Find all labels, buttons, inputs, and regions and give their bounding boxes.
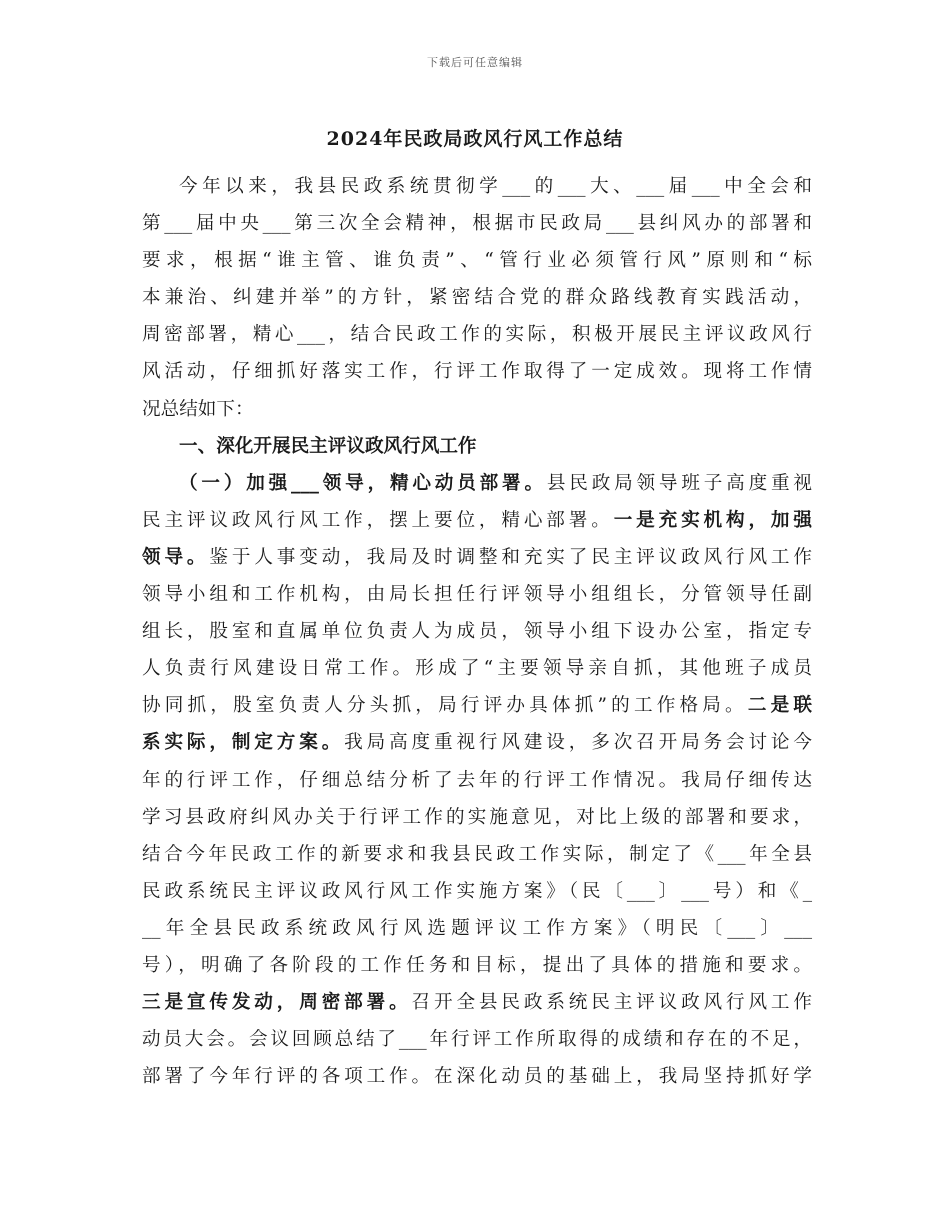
paragraph-line: 第___届中央___第三次全会精神，根据市民政局___县纠风办的部署和 — [142, 213, 812, 235]
paragraph-line — [142, 539, 812, 576]
page-header-note: 下载后可任意编辑 — [427, 56, 523, 69]
paragraph-line: __年全县民政系统政风行风选题评议工作方案》（明民〔___〕___ — [142, 917, 812, 939]
paragraph-line: 本兼治、纠建并举”的方针，紧密结合党的群众路线教育实践活动， — [142, 287, 812, 309]
point-heading: 领导。 — [142, 546, 210, 568]
paragraph-line: 部署了今年行评的各项工作。在深化动员的基础上，我局坚持抓好学 — [142, 1066, 812, 1088]
paragraph-line: 学习县政府纠风办关于行评工作的实施意见，对比上级的部署和要求， — [142, 806, 812, 828]
paragraph-line: 年的行评工作，仔细总结分析了去年的行评工作情况。我局仔细传达 — [142, 769, 812, 791]
inline-text: 协同抓，股室负责人分头抓，局行评办具体抓”的工作格局。 — [142, 695, 748, 717]
paragraph-line: 民政系统民主评议政风行风工作实施方案》（民〔___〕___号）和《_ — [142, 880, 812, 902]
paragraph-line: 况总结如下： — [142, 398, 254, 420]
paragraph-line — [142, 465, 812, 502]
paragraph-line: 结合今年民政工作的新要求和我县民政工作实际，制定了《___年全县 — [142, 843, 812, 865]
paragraph-line — [142, 502, 812, 539]
inline-text: 召开全县民政系统民主评议政风行风工作 — [411, 992, 812, 1014]
document-title: 2024年民政局政风行风工作总结 — [326, 128, 624, 150]
paragraph-line: 风活动，仔细抓好落实工作，行评工作取得了一定成效。现将工作情 — [142, 361, 812, 383]
paragraph-line: 今年以来，我县民政系统贯彻学___的___大、___届___中全会和 — [179, 176, 812, 197]
paragraph-line — [142, 687, 812, 724]
inline-text: 鉴于人事变动，我局及时调整和充实了民主评议政风行风工作 — [209, 546, 812, 568]
paragraph-line: 周密部署，精心___，结合民政工作的实际，积极开展民主评议政风行 — [142, 324, 812, 346]
paragraph-line: 组长，股室和直属单位负责人为成员，领导小组下设办公室，指定专 — [142, 621, 812, 643]
point-heading: 一是充实机构，加强 — [613, 509, 812, 531]
inline-text: 我局高度重视行风建设，多次召开局务会讨论今 — [344, 732, 812, 754]
point-heading: 系实际，制定方案。 — [142, 732, 345, 754]
inline-text: 县民政局领导班子高度重视 — [546, 472, 812, 494]
paragraph-line: 要求，根据“谁主管、谁负责”、“管行业必须管行风”原则和“标 — [142, 250, 812, 272]
section-heading: 一、深化开展民主评议政风行风工作 — [179, 435, 477, 457]
paragraph-line — [142, 984, 812, 1021]
paragraph-line: 动员大会。会议回顾总结了___年行评工作所取得的成绩和存在的不足， — [142, 1029, 812, 1051]
subsection-heading: （一）加强___领导，精心动员部署。 — [179, 472, 547, 494]
paragraph-line: 人负责行风建设日常工作。形成了“主要领导亲自抓，其他班子成员 — [142, 658, 812, 680]
inline-text: 民主评议政风行风工作，摆上要位，精心部署。 — [142, 509, 614, 531]
paragraph-line: 号），明确了各阶段的工作任务和目标，提出了具体的措施和要求。 — [142, 954, 812, 976]
paragraph-line: 领导小组和工作机构，由局长担任行评领导小组组长，分管领导任副 — [142, 584, 812, 606]
point-heading: 三是宣传发动，周密部署。 — [142, 992, 412, 1014]
document-body — [142, 168, 812, 1095]
point-heading: 二是联 — [747, 695, 812, 717]
paragraph-line — [142, 724, 812, 761]
